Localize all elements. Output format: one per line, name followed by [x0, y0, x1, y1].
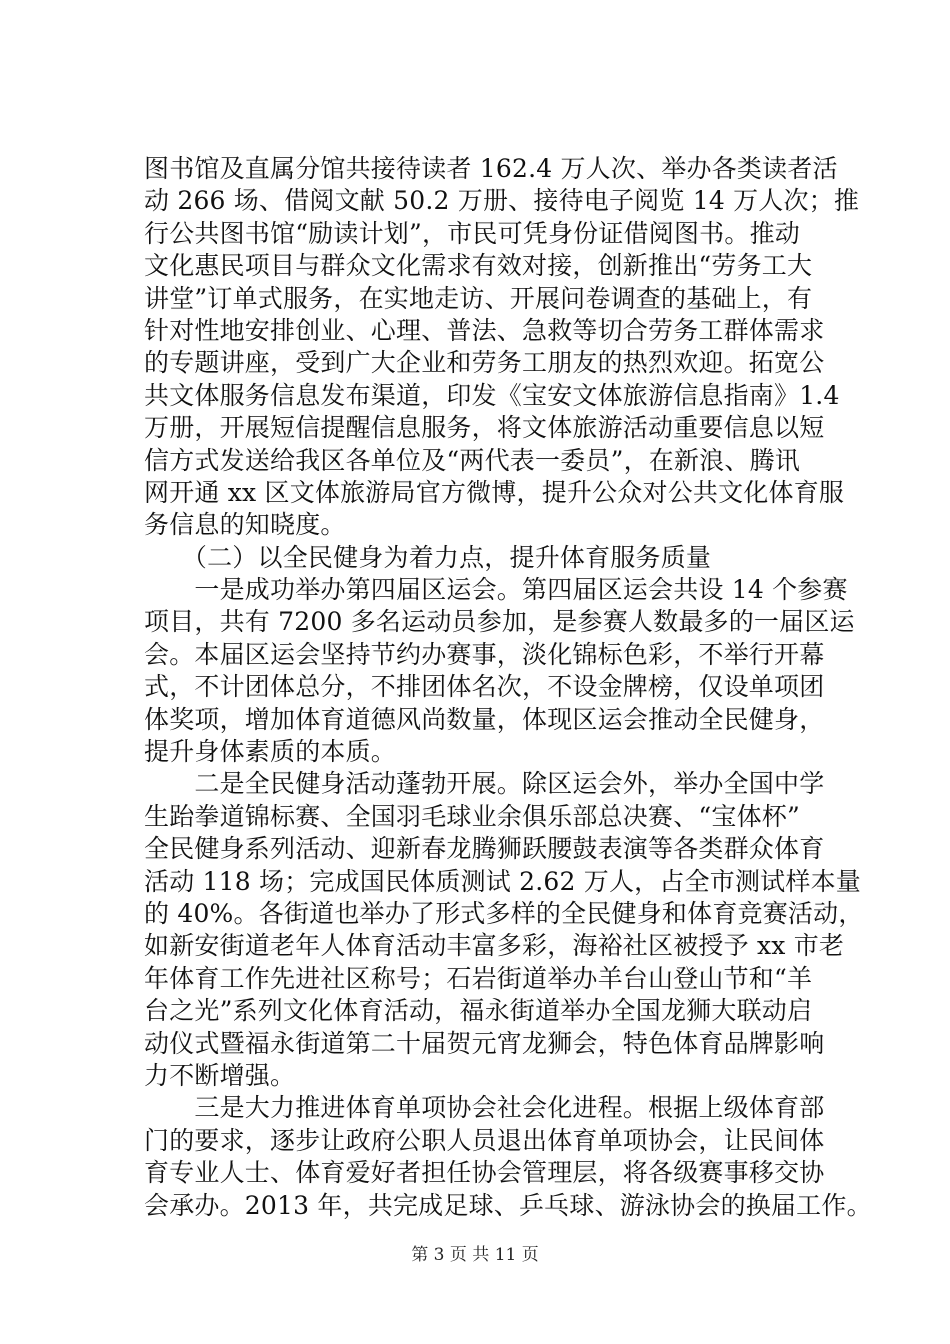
text-line: 生跆拳道锦标赛、全国羽毛球业余俱乐部总决赛、“宝体杯”: [144, 801, 800, 831]
text-line: 图书馆及直属分馆共接待读者 162.4 万人次、举办各类读者活: [144, 154, 838, 183]
text-line: 讲堂”订单式服务，在实地走访、开展问卷调查的基础上，有: [144, 283, 813, 313]
text-line: 全民健身系列活动、迎新春龙腾狮跃腰鼓表演等各类群众体育: [144, 834, 825, 864]
text-line: 信方式发送给我区各单位及“两代表一委员”，在新浪、腾讯: [144, 445, 800, 475]
page-footer: 第 3 页 共 11 页: [411, 1245, 539, 1265]
text-line: 活动 118 场；完成国民体质测试 2.62 万人，占全市测试样本量: [144, 866, 861, 896]
text-line: 共文体服务信息发布渠道，印发《宝安文体旅游信息指南》1.4: [144, 380, 840, 410]
text-line: （二）以全民健身为着力点，提升体育服务质量: [144, 542, 712, 572]
text-line: 万册，开展短信提醒信息服务，将文体旅游活动重要信息以短: [144, 413, 825, 443]
text-line: 项目，共有 7200 多名运动员参加，是参赛人数最多的一届区运: [144, 607, 855, 637]
text-line: 年体育工作先进社区称号；石岩街道举办羊台山登山节和“羊: [144, 963, 813, 993]
text-line: 门的要求，逐步让政府公职人员退出体育单项协会，让民间体: [144, 1125, 825, 1155]
text-line: 动仪式暨福永街道第二十届贺元宵龙狮会，特色体育品牌影响: [144, 1028, 825, 1058]
text-line: 动 266 场、借阅文献 50.2 万册、接待电子阅览 14 万人次；推: [144, 186, 860, 216]
text-line: 如新安街道老年人体育活动丰富多彩，海裕社区被授予 xx 市老: [144, 931, 845, 961]
text-line: 一是成功举办第四届区运会。第四届区运会共设 14 个参赛: [144, 575, 848, 605]
text-line: 育专业人士、体育爱好者担任协会管理层，将各级赛事移交协: [144, 1158, 825, 1188]
text-line: 针对性地安排创业、心理、普法、急救等切合劳务工群体需求: [144, 315, 825, 345]
text-line: 行公共图书馆“励读计划”，市民可凭身份证借阅图书。推动: [144, 218, 800, 248]
text-line: 会承办。2013 年，共完成足球、乒乓球、游泳协会的换届工作。: [144, 1190, 872, 1220]
text-line: 台之光”系列文化体育活动，福永街道举办全国龙狮大联动启: [144, 996, 813, 1026]
body-text: [144, 153, 872, 1222]
text-line: 力不断增强。: [144, 1060, 296, 1090]
text-line: 的专题讲座，受到广大企业和劳务工朋友的热烈欢迎。拓宽公: [144, 348, 825, 378]
text-line: 二是全民健身活动蓬勃开展。除区运会外，举办全国中学: [144, 769, 825, 799]
text-line: 文化惠民项目与群众文化需求有效对接，创新推出“劳务工大: [144, 251, 813, 281]
text-line: 式，不计团体总分，不排团体名次，不设金牌榜，仅设单项团: [144, 672, 825, 702]
text-line: 三是大力推进体育单项协会社会化进程。根据上级体育部: [144, 1093, 825, 1123]
text-line: 体奖项，增加体育道德风尚数量，体现区运会推动全民健身，: [144, 704, 825, 734]
text-line: 会。本届区运会坚持节约办赛事，淡化锦标色彩，不举行开幕: [144, 639, 825, 669]
text-line: 务信息的知晓度。: [144, 510, 346, 540]
text-line: 的 40%。各街道也举办了形式多样的全民健身和体育竞赛活动，: [144, 898, 864, 928]
text-line: 提升身体素质的本质。: [144, 737, 397, 767]
text-line: 网开通 xx 区文体旅游局官方微博，提升公众对公共文化体育服: [144, 477, 845, 507]
